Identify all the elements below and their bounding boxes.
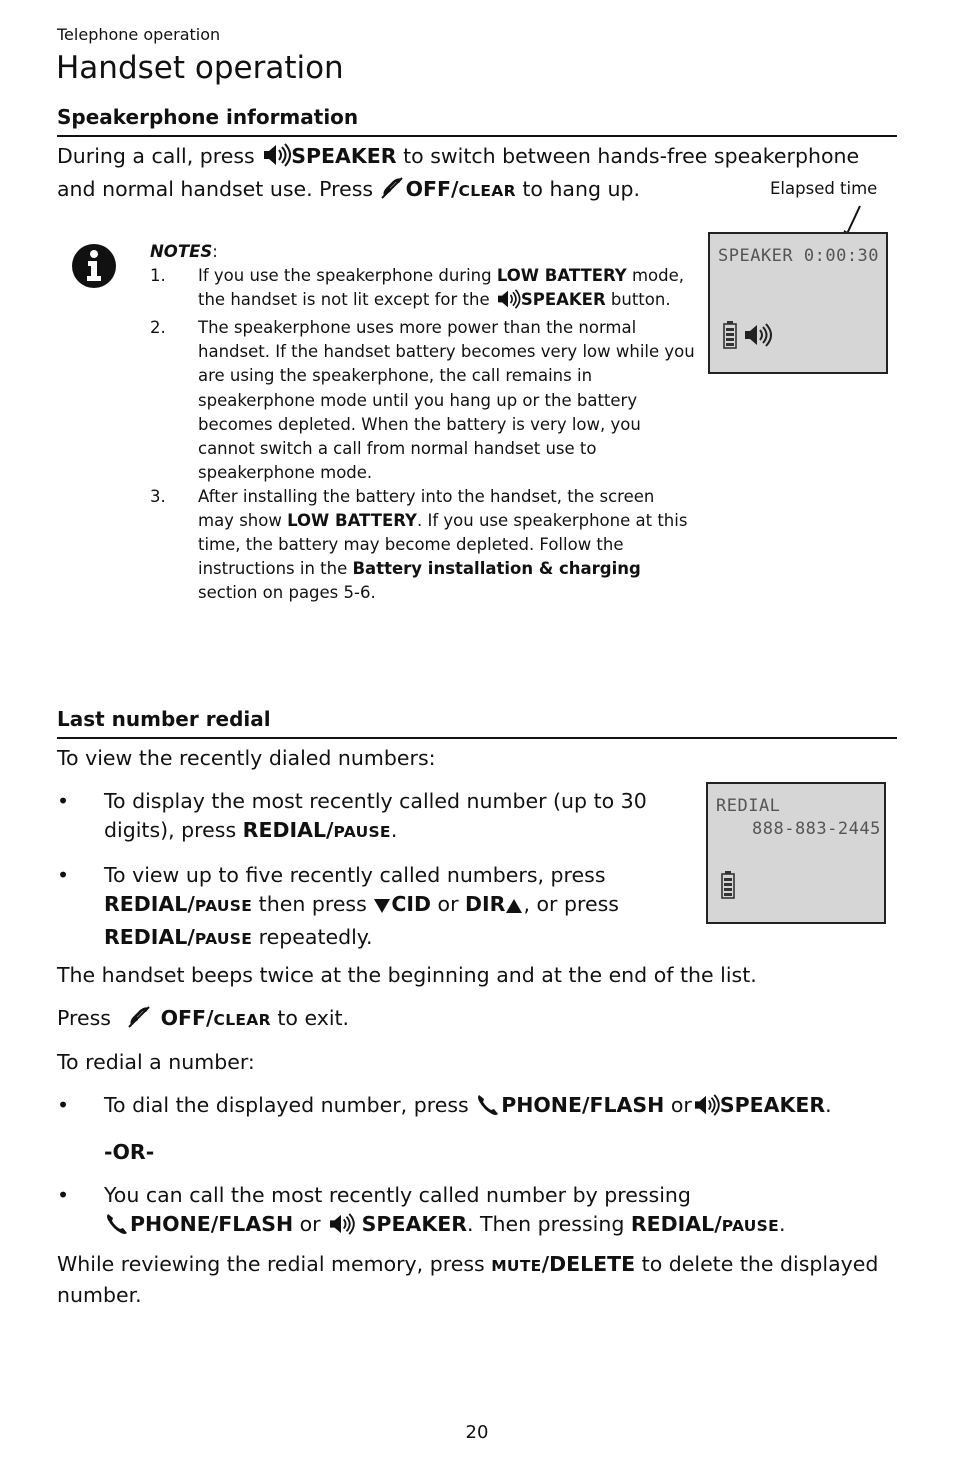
info-icon — [70, 241, 118, 291]
speaker-icon — [495, 289, 521, 316]
exit-paragraph: Press OFF/CLEAR to exit. — [57, 1004, 349, 1037]
redial-view-list — [57, 787, 687, 954]
note-item: 1. If you use the speakerphone during LOW BATTERY mode, the handset is not lit except for the SPEAKER button. — [150, 264, 695, 316]
phone-icon — [475, 1092, 501, 1124]
redial-dial-list — [57, 1091, 897, 1243]
list-item: • You can call the most recently called number by pressing PHONE/FLASH or SPEAKER. Then pressing REDIAL/PAUSE. — [57, 1181, 897, 1243]
section-rule — [57, 737, 897, 739]
list-item: • To view up to five recently called numbers, press REDIAL/PAUSE then press CID or DIR , or press REDIAL/PAUSE repeatedly. — [57, 863, 619, 949]
notes-block: NOTES: 1. If you use the speakerphone during LOW BATTERY mode, the handset is not lit except for the SPEAKER button. 2. The speakerphone uses more power than the normal handset. If the handset battery becomes very low while you are using the speakerphone, the call remains in speakerphone mode until you hang up or the battery becomes depleted. When the battery is very low, you cannot switch a call from normal handset use to speakerphone mode. 3. After installing the battery into the handset, the screen may show LOW BATTERY. If you use speakerphone at this time, the battery may become depleted. Follow the instructions in the Battery installation & charging section on pages 5-6. — [150, 240, 695, 605]
redial-intro: To view the recently dialed numbers: — [57, 746, 436, 770]
or-separator: -OR- — [104, 1140, 155, 1164]
speaker-icon — [261, 143, 291, 175]
phone-icon — [104, 1211, 130, 1243]
off-handset-icon — [380, 176, 406, 208]
off-handset-icon — [127, 1005, 153, 1037]
battery-icon — [722, 320, 738, 350]
redial-lcd-screen — [706, 782, 886, 924]
lcd-speaker-timer: SPEAKER 0:00:30 — [718, 246, 880, 266]
lcd-redial-label: REDIAL — [716, 796, 781, 816]
speakerphone-heading: Speakerphone information — [57, 105, 359, 129]
lcd-redial-number: 888-883-2445 — [752, 819, 881, 839]
running-header: Telephone operation — [57, 25, 221, 44]
battery-icon — [720, 870, 736, 900]
section-rule — [57, 135, 897, 137]
speaker-icon — [327, 1213, 355, 1243]
list-item: • To display the most recently called number (up to 30 digits), press REDIAL/PAUSE. — [57, 789, 647, 842]
page-number: 20 — [465, 1422, 489, 1443]
speaker-icon — [742, 322, 772, 348]
speaker-lcd-screen — [708, 232, 888, 374]
list-item: • To dial the displayed number, press PHONE/FLASH or SPEAKER. — [57, 1091, 897, 1124]
speakerphone-paragraph: During a call, press SPEAKER to switch between hands-free speakerphone and normal handset use. Press OFF/CLEAR to hang up. — [57, 142, 897, 208]
memory-paragraph: While reviewing the redial memory, press MUTE/DELETE to delete the displayed number. — [57, 1252, 879, 1307]
triangle-up-icon — [505, 894, 523, 923]
beeps-paragraph: The handset beeps twice at the beginning and at the end of the list. — [57, 963, 757, 987]
note-item: 3. After installing the battery into the handset, the screen may show LOW BATTERY. If you use speakerphone at this time, the battery may become depleted. Follow the instructions in the Battery installation & charging section on pages 5-6. — [150, 486, 688, 603]
note-item: 2. The speakerphone uses more power than the normal handset. If the handset battery becomes very low while you are using the speakerphone, the call remains in speakerphone mode until you hang up or the battery becomes depleted. When the battery is very low, you cannot switch a call from normal handset use to speakerphone mode. — [150, 318, 695, 482]
page-title: Handset operation — [56, 50, 344, 86]
triangle-down-icon — [373, 894, 391, 923]
to-redial-paragraph: To redial a number: — [57, 1050, 255, 1074]
redial-heading: Last number redial — [57, 707, 271, 731]
elapsed-time-label: Elapsed time — [770, 179, 878, 198]
speaker-icon — [692, 1094, 720, 1124]
